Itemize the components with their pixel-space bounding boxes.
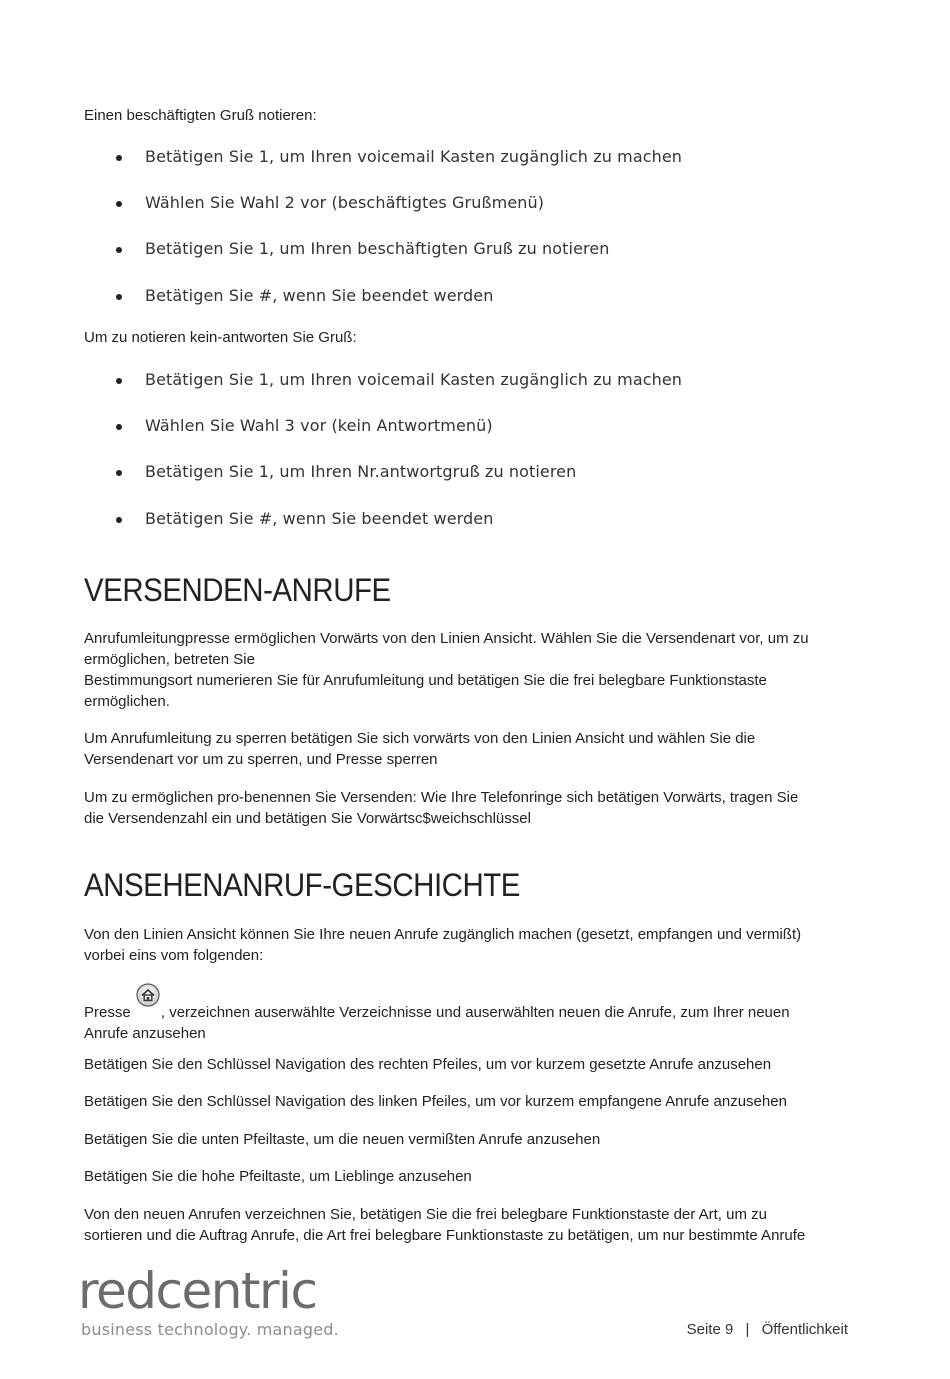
bullet-dot [116,517,122,523]
text-line: Bestimmungsort numerieren Sie für Anrufumleitung und betätigen Sie die frei belegbare Funktionstaste [84,672,767,689]
paragraph-history-press-home [84,995,854,1044]
page-number: Seite 9 [686,1321,734,1338]
bullet-dot [116,378,122,384]
paragraph-forward-per-call [84,787,854,829]
section-intro-no-answer-greeting: Um zu notieren kein-antworten Sie Gruß: [84,329,357,346]
list-item: Betätigen Sie 1, um Ihren voicemail Kasten zugänglich zu machen [145,147,683,166]
paragraph-history-intro [84,924,854,966]
list-item: Betätigen Sie 1, um Ihren beschäftigten Gruß zu notieren [145,239,610,258]
paragraph-history-sort [84,1204,854,1246]
text-line: vorbei eins vom folgenden: [84,947,264,964]
page-footer-info [687,1321,848,1338]
heading-call-history: ANSEHENANRUF-GESCHICHTE [84,867,520,903]
company-logo [78,1262,316,1320]
text-line: Anrufumleitungpresse ermöglichen Vorwärts von den Linien Ansicht. Wählen Sie die Versendenart vor, um zu [84,630,809,647]
bullet-dot [116,201,122,207]
text-line: Von den Linien Ansicht können Sie Ihre neuen Anrufe zugänglich machen (gesetzt, empfangen und vermißt) [84,926,802,943]
list-item: Betätigen Sie 1, um Ihren voicemail Kasten zugänglich zu machen [145,370,683,389]
text-line: Anrufe anzusehen [84,1025,206,1042]
classification-label: Öffentlichkeit [761,1321,848,1338]
bullet-dot [116,470,122,476]
home-icon [136,995,160,1019]
text-line: ermöglichen. [84,693,170,710]
paragraph-history-right-arrow: Betätigen Sie den Schlüssel Navigation des rechten Pfeiles, um vor kurzem gesetzte Anrufe anzusehen [84,1056,772,1073]
text-line [84,995,854,1023]
list-item: Betätigen Sie #, wenn Sie beendet werden [145,286,494,305]
list-item: Betätigen Sie 1, um Ihren Nr.antwortgruß zu notieren [145,462,577,481]
list-item: Wählen Sie Wahl 3 vor (kein Antwortmenü) [145,416,493,435]
bullet-dot [116,424,122,430]
paragraph-history-up-arrow: Betätigen Sie die hohe Pfeiltaste, um Lieblinge anzusehen [84,1168,472,1185]
text-line: Versendenart vor um zu sperren, und Presse sperren [84,751,438,768]
bullet-dot [116,247,122,253]
text-fragment: , verzeichnen auserwählte Verzeichnisse und auserwählten neuen die Anrufe, zum Ihrer neuen [160,1004,790,1021]
heading-forward-calls: VERSENDEN-ANRUFE [84,572,391,608]
text-line: die Versendenzahl ein und betätigen Sie Vorwärtsc$weichschlüssel [84,810,531,827]
text-line: Von den neuen Anrufen verzeichnen Sie, betätigen Sie die frei belegbare Funktionstaste der Art, um zu [84,1206,767,1223]
footer-separator: | [745,1321,750,1338]
paragraph-history-down-arrow: Betätigen Sie die unten Pfeiltaste, um die neuen vermißten Anrufe anzusehen [84,1131,601,1148]
paragraph-forward-disable [84,728,854,770]
text-line: sortieren und die Auftrag Anrufe, die Art frei belegbare Funktionstaste zu betätigen, um nur bestimmte Anrufe [84,1227,806,1244]
list-item: Betätigen Sie #, wenn Sie beendet werden [145,509,494,528]
text-fragment: Presse [84,1004,131,1021]
paragraph-history-left-arrow: Betätigen Sie den Schlüssel Navigation des linken Pfeiles, um vor kurzem empfangene Anrufe anzusehen [84,1093,787,1110]
text-line: Um Anrufumleitung zu sperren betätigen Sie sich vorwärts von den Linien Ansicht und wählen Sie die [84,730,756,747]
bullet-dot [116,294,122,300]
list-item: Wählen Sie Wahl 2 vor (beschäftigtes Grußmenü) [145,193,545,212]
logo-tagline: business technology. managed. [81,1320,339,1339]
paragraph-forward-enable [84,628,854,712]
text-line: Um zu ermöglichen pro-benennen Sie Versenden: Wie Ihre Telefonringe sich betätigen Vorwärts, tragen Sie [84,789,799,806]
section-intro-busy-greeting: Einen beschäftigten Gruß notieren: [84,107,317,124]
bullet-dot [116,155,122,161]
text-line: ermöglichen, betreten Sie [84,651,255,668]
logo-wordmark: redcentric [78,1262,317,1320]
